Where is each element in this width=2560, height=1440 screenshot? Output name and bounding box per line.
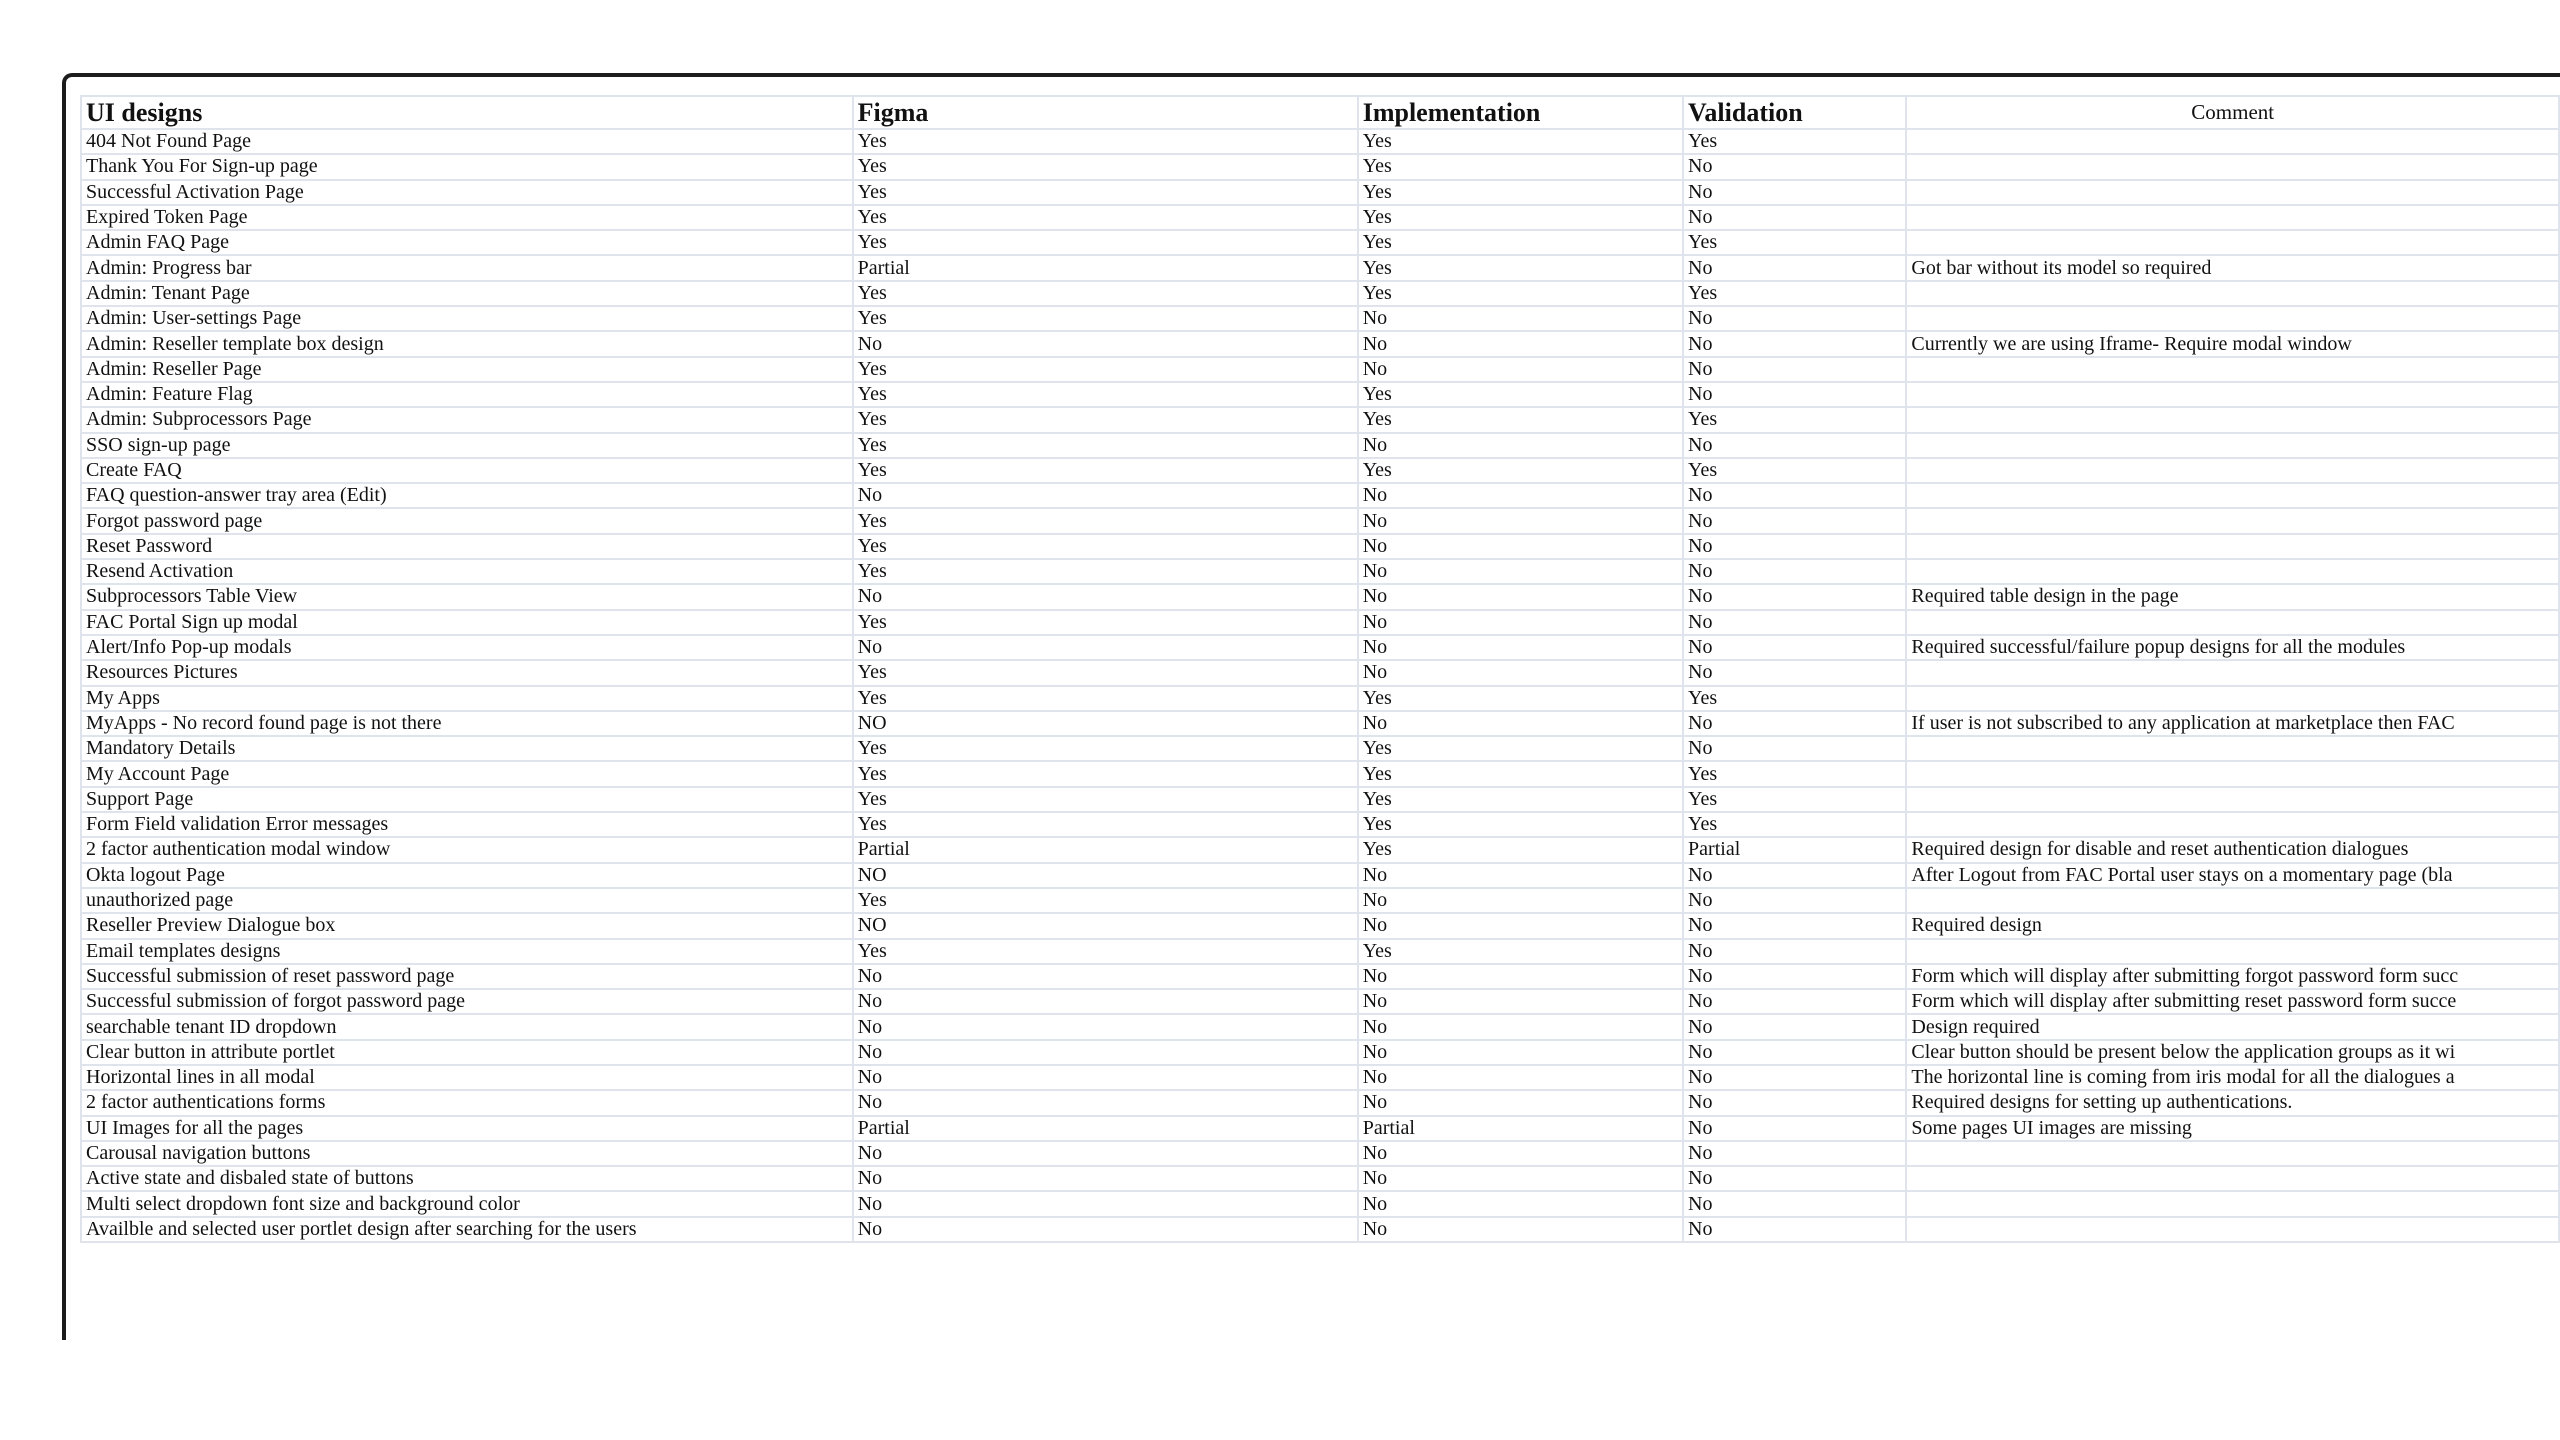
- validation-cell[interactable]: No: [1683, 483, 1906, 508]
- ui-design-cell[interactable]: Admin: Reseller template box design: [81, 331, 853, 356]
- figma-cell[interactable]: NO: [853, 913, 1358, 938]
- figma-cell[interactable]: No: [853, 1191, 1358, 1216]
- comment-cell[interactable]: [1906, 939, 2559, 964]
- validation-cell[interactable]: No: [1683, 205, 1906, 230]
- figma-cell[interactable]: Yes: [853, 686, 1358, 711]
- comment-cell[interactable]: [1906, 888, 2559, 913]
- table-row: [81, 736, 2559, 761]
- implementation-cell[interactable]: No: [1358, 1014, 1683, 1039]
- comment-cell[interactable]: [1906, 382, 2559, 407]
- ui-design-cell[interactable]: Reseller Preview Dialogue box: [81, 913, 853, 938]
- implementation-cell[interactable]: Yes: [1358, 761, 1683, 786]
- validation-cell[interactable]: No: [1683, 913, 1906, 938]
- ui-design-cell[interactable]: Successful Activation Page: [81, 180, 853, 205]
- figma-cell[interactable]: No: [853, 964, 1358, 989]
- table-row: [81, 433, 2559, 458]
- table-row: [81, 306, 2559, 331]
- validation-cell[interactable]: Yes: [1683, 761, 1906, 786]
- table-row: [81, 129, 2559, 154]
- ui-design-cell[interactable]: Admin: Tenant Page: [81, 281, 853, 306]
- ui-design-cell[interactable]: Horizontal lines in all modal: [81, 1065, 853, 1090]
- figma-cell[interactable]: Partial: [853, 837, 1358, 862]
- figma-cell[interactable]: No: [853, 1090, 1358, 1115]
- comment-cell[interactable]: [1906, 129, 2559, 154]
- comment-cell[interactable]: [1906, 736, 2559, 761]
- figma-cell[interactable]: No: [853, 331, 1358, 356]
- table-row: [81, 1191, 2559, 1216]
- implementation-cell[interactable]: Yes: [1358, 281, 1683, 306]
- implementation-cell[interactable]: No: [1358, 584, 1683, 609]
- implementation-cell[interactable]: No: [1358, 1166, 1683, 1191]
- validation-cell[interactable]: No: [1683, 382, 1906, 407]
- table-row: [81, 863, 2559, 888]
- ui-design-cell[interactable]: Admin: Feature Flag: [81, 382, 853, 407]
- header-comment: Comment: [1906, 96, 2559, 129]
- comment-cell[interactable]: Some pages UI images are missing: [1906, 1116, 2559, 1141]
- implementation-cell[interactable]: Yes: [1358, 458, 1683, 483]
- figma-cell[interactable]: Yes: [853, 761, 1358, 786]
- figma-cell[interactable]: Yes: [853, 382, 1358, 407]
- comment-cell[interactable]: The horizontal line is coming from iris modal for all the dialogues a: [1906, 1065, 2559, 1090]
- table-row: [81, 458, 2559, 483]
- ui-design-cell[interactable]: searchable tenant ID dropdown: [81, 1014, 853, 1039]
- comment-cell[interactable]: Form which will display after submitting reset password form succe: [1906, 989, 2559, 1014]
- validation-cell[interactable]: No: [1683, 1166, 1906, 1191]
- figma-cell[interactable]: Yes: [853, 129, 1358, 154]
- validation-cell[interactable]: Yes: [1683, 812, 1906, 837]
- figma-cell[interactable]: Yes: [853, 508, 1358, 533]
- validation-cell[interactable]: No: [1683, 306, 1906, 331]
- implementation-cell[interactable]: Yes: [1358, 205, 1683, 230]
- ui-design-cell[interactable]: Expired Token Page: [81, 205, 853, 230]
- implementation-cell[interactable]: No: [1358, 1090, 1683, 1115]
- ui-design-cell[interactable]: Availble and selected user portlet design after searching for the users: [81, 1217, 853, 1242]
- table-row: [81, 205, 2559, 230]
- figma-cell[interactable]: Partial: [853, 255, 1358, 280]
- ui-design-cell[interactable]: Admin: User-settings Page: [81, 306, 853, 331]
- table-row: [81, 660, 2559, 685]
- table-row: [81, 939, 2559, 964]
- comment-cell[interactable]: [1906, 559, 2559, 584]
- validation-cell[interactable]: No: [1683, 736, 1906, 761]
- validation-cell[interactable]: Partial: [1683, 837, 1906, 862]
- validation-cell[interactable]: No: [1683, 1065, 1906, 1090]
- validation-cell[interactable]: No: [1683, 1141, 1906, 1166]
- table-row: [81, 559, 2559, 584]
- figma-cell[interactable]: Yes: [853, 458, 1358, 483]
- figma-cell[interactable]: Yes: [853, 888, 1358, 913]
- figma-cell[interactable]: Yes: [853, 205, 1358, 230]
- comment-cell[interactable]: Required successful/failure popup designs for all the modules: [1906, 635, 2559, 660]
- comment-cell[interactable]: [1906, 1166, 2559, 1191]
- header-implementation: Implementation: [1358, 96, 1683, 129]
- table-row: [81, 255, 2559, 280]
- implementation-cell[interactable]: No: [1358, 635, 1683, 660]
- validation-cell[interactable]: No: [1683, 711, 1906, 736]
- figma-cell[interactable]: No: [853, 483, 1358, 508]
- validation-cell[interactable]: No: [1683, 433, 1906, 458]
- validation-cell[interactable]: No: [1683, 180, 1906, 205]
- ui-design-cell[interactable]: Multi select dropdown font size and background color: [81, 1191, 853, 1216]
- implementation-cell[interactable]: No: [1358, 964, 1683, 989]
- ui-design-cell[interactable]: Clear button in attribute portlet: [81, 1040, 853, 1065]
- ui-design-cell[interactable]: Admin: Subprocessors Page: [81, 407, 853, 432]
- comment-cell[interactable]: [1906, 281, 2559, 306]
- implementation-cell[interactable]: No: [1358, 913, 1683, 938]
- table-row: [81, 1090, 2559, 1115]
- figma-cell[interactable]: No: [853, 1014, 1358, 1039]
- ui-design-cell[interactable]: Okta logout Page: [81, 863, 853, 888]
- ui-design-cell[interactable]: MyApps - No record found page is not there: [81, 711, 853, 736]
- comment-cell[interactable]: [1906, 230, 2559, 255]
- ui-design-cell[interactable]: Support Page: [81, 787, 853, 812]
- table-row: [81, 508, 2559, 533]
- table-row: [81, 1065, 2559, 1090]
- comment-cell[interactable]: Design required: [1906, 1014, 2559, 1039]
- implementation-cell[interactable]: No: [1358, 888, 1683, 913]
- figma-cell[interactable]: Partial: [853, 1116, 1358, 1141]
- validation-cell[interactable]: No: [1683, 610, 1906, 635]
- ui-design-cell[interactable]: 2 factor authentications forms: [81, 1090, 853, 1115]
- implementation-cell[interactable]: Yes: [1358, 382, 1683, 407]
- validation-cell[interactable]: No: [1683, 989, 1906, 1014]
- header-ui-designs: UI designs: [81, 96, 853, 129]
- table-row: [81, 1116, 2559, 1141]
- comment-cell[interactable]: [1906, 686, 2559, 711]
- implementation-cell[interactable]: No: [1358, 483, 1683, 508]
- figma-cell[interactable]: Yes: [853, 180, 1358, 205]
- ui-design-cell[interactable]: Mandatory Details: [81, 736, 853, 761]
- table-row: [81, 635, 2559, 660]
- table-row: [81, 711, 2559, 736]
- implementation-cell[interactable]: Yes: [1358, 230, 1683, 255]
- implementation-cell[interactable]: No: [1358, 1141, 1683, 1166]
- validation-cell[interactable]: No: [1683, 863, 1906, 888]
- header-validation: Validation: [1683, 96, 1906, 129]
- validation-cell[interactable]: No: [1683, 357, 1906, 382]
- validation-cell[interactable]: No: [1683, 964, 1906, 989]
- table-row: [81, 610, 2559, 635]
- validation-cell[interactable]: No: [1683, 1014, 1906, 1039]
- table-row: [81, 180, 2559, 205]
- figma-cell[interactable]: Yes: [853, 281, 1358, 306]
- ui-design-cell[interactable]: Email templates designs: [81, 939, 853, 964]
- figma-cell[interactable]: No: [853, 989, 1358, 1014]
- comment-cell[interactable]: [1906, 1217, 2559, 1242]
- comment-cell[interactable]: [1906, 812, 2559, 837]
- table-row: [81, 1166, 2559, 1191]
- implementation-cell[interactable]: No: [1358, 863, 1683, 888]
- validation-cell[interactable]: Yes: [1683, 129, 1906, 154]
- figma-cell[interactable]: Yes: [853, 230, 1358, 255]
- comment-cell[interactable]: Clear button should be present below the application groups as it wi: [1906, 1040, 2559, 1065]
- implementation-cell[interactable]: No: [1358, 534, 1683, 559]
- figma-cell[interactable]: Yes: [853, 306, 1358, 331]
- validation-cell[interactable]: Yes: [1683, 458, 1906, 483]
- ui-design-cell[interactable]: Create FAQ: [81, 458, 853, 483]
- implementation-cell[interactable]: Yes: [1358, 787, 1683, 812]
- table-row: [81, 812, 2559, 837]
- comment-cell[interactable]: Currently we are using Iframe- Require modal window: [1906, 331, 2559, 356]
- implementation-cell[interactable]: No: [1358, 989, 1683, 1014]
- ui-design-cell[interactable]: FAC Portal Sign up modal: [81, 610, 853, 635]
- implementation-cell[interactable]: No: [1358, 1217, 1683, 1242]
- implementation-cell[interactable]: No: [1358, 660, 1683, 685]
- figma-cell[interactable]: Yes: [853, 939, 1358, 964]
- validation-cell[interactable]: No: [1683, 1116, 1906, 1141]
- ui-design-status-table: [80, 95, 2560, 1243]
- figma-cell[interactable]: Yes: [853, 357, 1358, 382]
- ui-design-cell[interactable]: Active state and disbaled state of buttons: [81, 1166, 853, 1191]
- implementation-cell[interactable]: No: [1358, 711, 1683, 736]
- table-row: [81, 382, 2559, 407]
- ui-design-cell[interactable]: FAQ question-answer tray area (Edit): [81, 483, 853, 508]
- table-body: [81, 129, 2559, 1242]
- comment-cell[interactable]: [1906, 610, 2559, 635]
- table-row: [81, 281, 2559, 306]
- document-window: [62, 73, 2560, 1340]
- ui-design-cell[interactable]: 404 Not Found Page: [81, 129, 853, 154]
- table-row: [81, 837, 2559, 862]
- validation-cell[interactable]: No: [1683, 508, 1906, 533]
- ui-design-cell[interactable]: Thank You For Sign-up page: [81, 154, 853, 179]
- comment-cell[interactable]: [1906, 1141, 2559, 1166]
- figma-cell[interactable]: No: [853, 1065, 1358, 1090]
- validation-cell[interactable]: No: [1683, 1040, 1906, 1065]
- figma-cell[interactable]: No: [853, 1217, 1358, 1242]
- comment-cell[interactable]: [1906, 534, 2559, 559]
- figma-cell[interactable]: Yes: [853, 610, 1358, 635]
- ui-design-cell[interactable]: Carousal navigation buttons: [81, 1141, 853, 1166]
- validation-cell[interactable]: No: [1683, 939, 1906, 964]
- ui-design-cell[interactable]: Reset Password: [81, 534, 853, 559]
- implementation-cell[interactable]: Partial: [1358, 1116, 1683, 1141]
- comment-cell[interactable]: [1906, 357, 2559, 382]
- comment-cell[interactable]: [1906, 787, 2559, 812]
- comment-cell[interactable]: [1906, 761, 2559, 786]
- figma-cell[interactable]: Yes: [853, 433, 1358, 458]
- implementation-cell[interactable]: No: [1358, 331, 1683, 356]
- figma-cell[interactable]: Yes: [853, 812, 1358, 837]
- figma-cell[interactable]: Yes: [853, 787, 1358, 812]
- implementation-cell[interactable]: No: [1358, 306, 1683, 331]
- figma-cell[interactable]: NO: [853, 863, 1358, 888]
- comment-cell[interactable]: [1906, 458, 2559, 483]
- table-row: [81, 1014, 2559, 1039]
- implementation-cell[interactable]: No: [1358, 559, 1683, 584]
- validation-cell[interactable]: No: [1683, 584, 1906, 609]
- table-row: [81, 407, 2559, 432]
- implementation-cell[interactable]: No: [1358, 433, 1683, 458]
- table-row: [81, 1217, 2559, 1242]
- table-row: [81, 483, 2559, 508]
- validation-cell[interactable]: No: [1683, 635, 1906, 660]
- validation-cell[interactable]: No: [1683, 534, 1906, 559]
- implementation-cell[interactable]: Yes: [1358, 686, 1683, 711]
- ui-design-cell[interactable]: Successful submission of reset password page: [81, 964, 853, 989]
- comment-cell[interactable]: [1906, 433, 2559, 458]
- implementation-cell[interactable]: Yes: [1358, 939, 1683, 964]
- implementation-cell[interactable]: Yes: [1358, 129, 1683, 154]
- validation-cell[interactable]: No: [1683, 559, 1906, 584]
- ui-design-cell[interactable]: UI Images for all the pages: [81, 1116, 853, 1141]
- header-figma: Figma: [853, 96, 1358, 129]
- validation-cell[interactable]: No: [1683, 331, 1906, 356]
- table-row: [81, 913, 2559, 938]
- implementation-cell[interactable]: Yes: [1358, 812, 1683, 837]
- ui-design-cell[interactable]: Resources Pictures: [81, 660, 853, 685]
- figma-cell[interactable]: No: [853, 635, 1358, 660]
- comment-cell[interactable]: Required table design in the page: [1906, 584, 2559, 609]
- comment-cell[interactable]: Required design for disable and reset authentication dialogues: [1906, 837, 2559, 862]
- ui-design-cell[interactable]: unauthorized page: [81, 888, 853, 913]
- figma-cell[interactable]: NO: [853, 711, 1358, 736]
- comment-cell[interactable]: Required designs for setting up authentications.: [1906, 1090, 2559, 1115]
- table-row: [81, 989, 2559, 1014]
- ui-design-cell[interactable]: SSO sign-up page: [81, 433, 853, 458]
- validation-cell[interactable]: Yes: [1683, 787, 1906, 812]
- comment-cell[interactable]: [1906, 407, 2559, 432]
- ui-design-cell[interactable]: My Apps: [81, 686, 853, 711]
- figma-cell[interactable]: Yes: [853, 154, 1358, 179]
- table-row: [81, 888, 2559, 913]
- comment-cell[interactable]: [1906, 483, 2559, 508]
- comment-cell[interactable]: Required design: [1906, 913, 2559, 938]
- validation-cell[interactable]: No: [1683, 255, 1906, 280]
- validation-cell[interactable]: Yes: [1683, 407, 1906, 432]
- validation-cell[interactable]: No: [1683, 1090, 1906, 1115]
- ui-design-cell[interactable]: 2 factor authentication modal window: [81, 837, 853, 862]
- validation-cell[interactable]: Yes: [1683, 230, 1906, 255]
- table-row: [81, 331, 2559, 356]
- comment-cell[interactable]: [1906, 1191, 2559, 1216]
- table-row: [81, 534, 2559, 559]
- table-row: [81, 787, 2559, 812]
- figma-cell[interactable]: Yes: [853, 660, 1358, 685]
- validation-cell[interactable]: No: [1683, 1217, 1906, 1242]
- table-row: [81, 230, 2559, 255]
- figma-cell[interactable]: Yes: [853, 559, 1358, 584]
- ui-design-cell[interactable]: Alert/Info Pop-up modals: [81, 635, 853, 660]
- ui-design-cell[interactable]: Admin: Progress bar: [81, 255, 853, 280]
- validation-cell[interactable]: Yes: [1683, 281, 1906, 306]
- ui-design-cell[interactable]: Admin FAQ Page: [81, 230, 853, 255]
- implementation-cell[interactable]: No: [1358, 1191, 1683, 1216]
- table-row: [81, 686, 2559, 711]
- table-row: [81, 1141, 2559, 1166]
- comment-cell[interactable]: If user is not subscribed to any application at marketplace then FAC: [1906, 711, 2559, 736]
- figma-cell[interactable]: Yes: [853, 407, 1358, 432]
- ui-design-cell[interactable]: Form Field validation Error messages: [81, 812, 853, 837]
- header-row: [81, 96, 2559, 129]
- comment-cell[interactable]: [1906, 306, 2559, 331]
- implementation-cell[interactable]: Yes: [1358, 407, 1683, 432]
- ui-design-cell[interactable]: Resend Activation: [81, 559, 853, 584]
- ui-design-cell[interactable]: Forgot password page: [81, 508, 853, 533]
- table-row: [81, 1040, 2559, 1065]
- implementation-cell[interactable]: No: [1358, 610, 1683, 635]
- validation-cell[interactable]: No: [1683, 154, 1906, 179]
- implementation-cell[interactable]: Yes: [1358, 255, 1683, 280]
- table-row: [81, 154, 2559, 179]
- comment-cell[interactable]: [1906, 205, 2559, 230]
- ui-design-cell[interactable]: Admin: Reseller Page: [81, 357, 853, 382]
- table-row: [81, 761, 2559, 786]
- implementation-cell[interactable]: Yes: [1358, 736, 1683, 761]
- ui-design-cell[interactable]: Subprocessors Table View: [81, 584, 853, 609]
- implementation-cell[interactable]: Yes: [1358, 837, 1683, 862]
- comment-cell[interactable]: Got bar without its model so required: [1906, 255, 2559, 280]
- figma-cell[interactable]: No: [853, 1166, 1358, 1191]
- implementation-cell[interactable]: No: [1358, 357, 1683, 382]
- comment-cell[interactable]: [1906, 508, 2559, 533]
- figma-cell[interactable]: No: [853, 1141, 1358, 1166]
- table-row: [81, 357, 2559, 382]
- figma-cell[interactable]: Yes: [853, 736, 1358, 761]
- implementation-cell[interactable]: No: [1358, 508, 1683, 533]
- implementation-cell[interactable]: No: [1358, 1065, 1683, 1090]
- figma-cell[interactable]: No: [853, 584, 1358, 609]
- comment-cell[interactable]: After Logout from FAC Portal user stays on a momentary page (bla: [1906, 863, 2559, 888]
- validation-cell[interactable]: No: [1683, 1191, 1906, 1216]
- table-row: [81, 584, 2559, 609]
- figma-cell[interactable]: No: [853, 1040, 1358, 1065]
- ui-design-cell[interactable]: Successful submission of forgot password page: [81, 989, 853, 1014]
- table-row: [81, 964, 2559, 989]
- implementation-cell[interactable]: Yes: [1358, 180, 1683, 205]
- comment-cell[interactable]: [1906, 154, 2559, 179]
- figma-cell[interactable]: Yes: [853, 534, 1358, 559]
- comment-cell[interactable]: [1906, 660, 2559, 685]
- validation-cell[interactable]: No: [1683, 660, 1906, 685]
- ui-design-cell[interactable]: My Account Page: [81, 761, 853, 786]
- comment-cell[interactable]: Form which will display after submitting forgot password form succ: [1906, 964, 2559, 989]
- validation-cell[interactable]: No: [1683, 888, 1906, 913]
- implementation-cell[interactable]: No: [1358, 1040, 1683, 1065]
- validation-cell[interactable]: Yes: [1683, 686, 1906, 711]
- comment-cell[interactable]: [1906, 180, 2559, 205]
- implementation-cell[interactable]: Yes: [1358, 154, 1683, 179]
